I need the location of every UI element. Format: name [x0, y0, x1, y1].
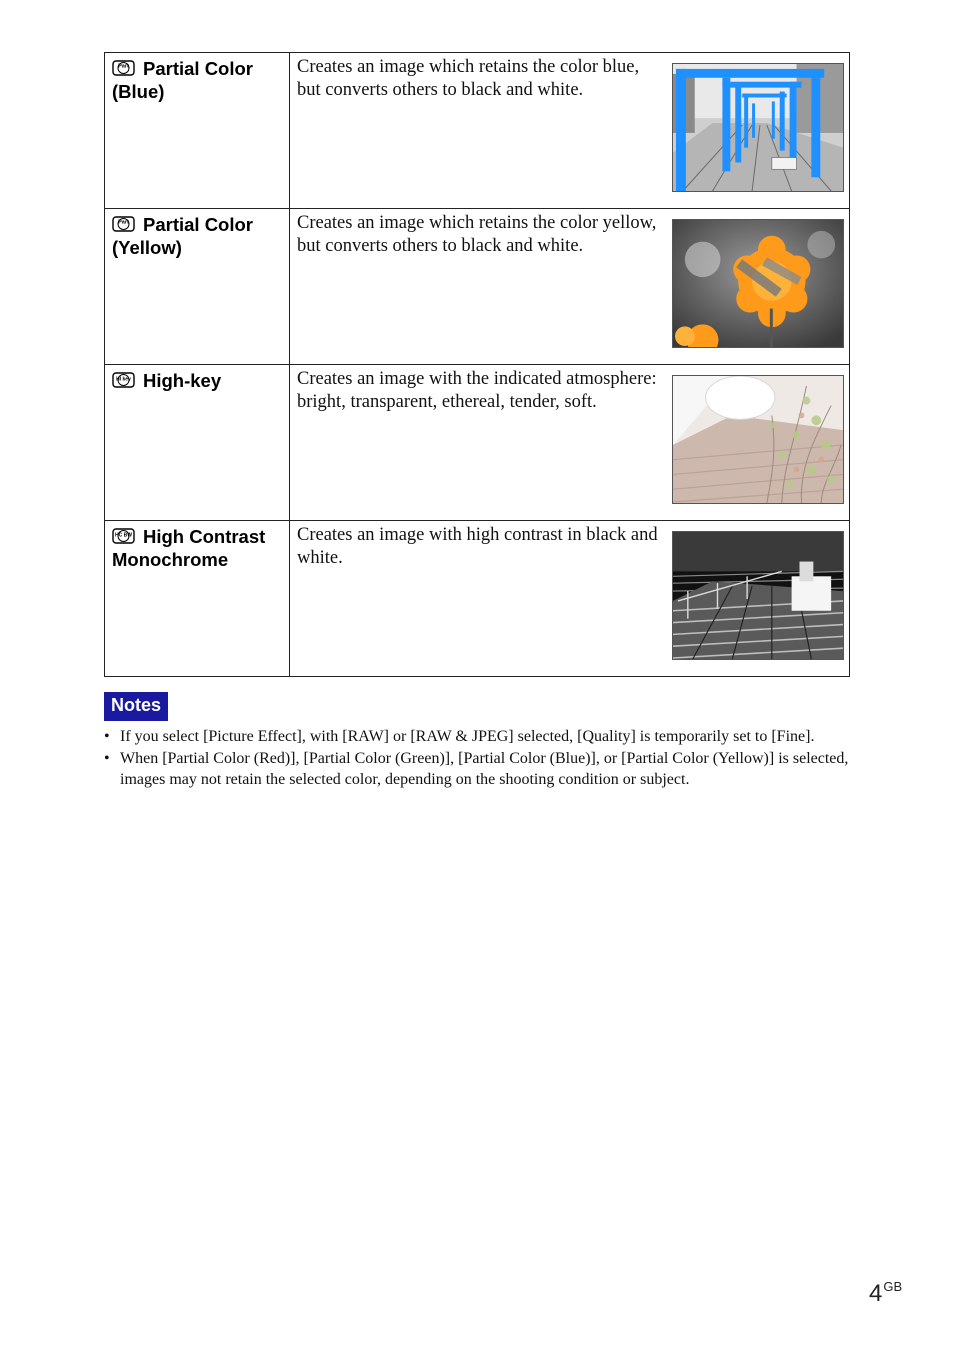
effect-description-cell	[290, 209, 850, 365]
effect-description: Creates an image with high contrast in black and white.	[297, 525, 658, 568]
list-item	[104, 748, 854, 791]
effect-name-cell	[105, 53, 290, 209]
effect-name-cell	[105, 521, 290, 677]
high-contrast-monochrome-icon	[112, 526, 135, 545]
effect-name: Partial Color (Blue)	[112, 58, 253, 102]
svg-text:HI key: HI key	[116, 376, 131, 383]
effect-description-cell	[290, 53, 850, 209]
table-row	[105, 521, 850, 677]
note-text: When [Partial Color (Red)], [Partial Color (Green)], [Partial Color (Blue)], or [Partial Color (Yellow)] is selected, images may not retain the selected color, depending on the shooting condition or subject.	[120, 749, 849, 788]
partial-color-icon	[112, 214, 135, 233]
effect-description: Creates an image which retains the color blue, but converts others to black and white.	[297, 57, 640, 100]
notes-list	[104, 726, 854, 791]
effect-name-cell	[105, 209, 290, 365]
sample-photo-partial-color-blue	[672, 63, 844, 192]
svg-text:Part: Part	[118, 63, 129, 70]
svg-text:Part: Part	[118, 219, 129, 226]
effect-description-cell	[290, 365, 850, 521]
effect-name: Partial Color (Yellow)	[112, 214, 253, 258]
bullet: •	[104, 728, 110, 745]
effect-description-cell	[290, 521, 850, 677]
table-row	[105, 53, 850, 209]
table-row	[105, 365, 850, 521]
effect-description: Creates an image which retains the color yellow, but converts others to black and white.	[297, 213, 657, 256]
page-number-suffix: GB	[883, 1279, 903, 1294]
sample-photo-high-key	[672, 375, 844, 504]
page-number-value: 4	[869, 1280, 883, 1307]
effect-name: High Contrast Monochrome	[112, 526, 266, 570]
effect-name-cell	[105, 365, 290, 521]
effect-name: High-key	[143, 370, 222, 391]
bullet: •	[104, 749, 110, 767]
high-key-icon	[112, 370, 135, 389]
table-row	[105, 209, 850, 365]
page-number	[869, 1279, 902, 1308]
picture-effect-table	[104, 52, 850, 677]
notes-heading: Notes	[104, 692, 168, 721]
effect-description: Creates an image with the indicated atmosphere: bright, transparent, ethereal, tender, soft.	[297, 369, 657, 412]
partial-color-icon	[112, 58, 135, 77]
note-text: If you select [Picture Effect], with [RAW] or [RAW & JPEG] selected, [Quality] is temporarily set to [Fine].	[120, 728, 815, 745]
sample-photo-high-contrast-monochrome	[672, 531, 844, 660]
svg-text:HC BW: HC BW	[115, 532, 132, 539]
sample-photo-partial-color-yellow	[672, 219, 844, 348]
list-item	[104, 726, 854, 748]
